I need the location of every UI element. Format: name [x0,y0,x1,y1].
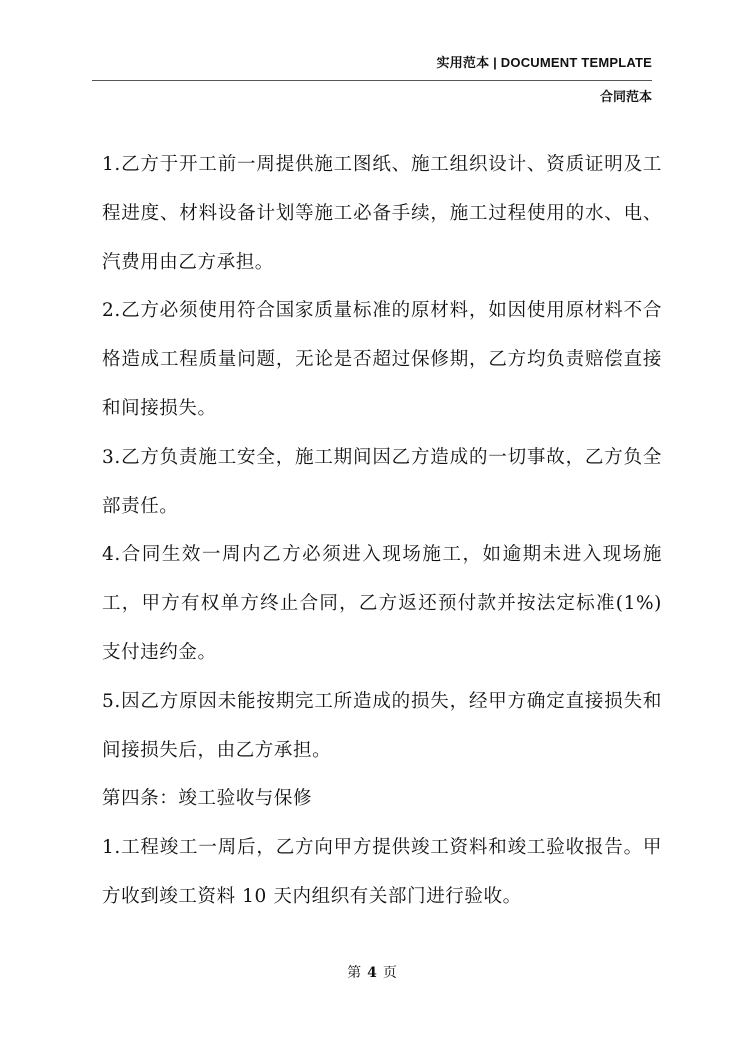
paragraph-clause-4: 4.合同生效一周内乙方必须进入现场施工，如逾期未进入现场施工，甲方有权单方终止合同，乙方返还预付款并按法定标准(1%)支付违约金。 [102,544,662,663]
document-header-title: 实用范本 | DOCUMENT TEMPLATE [436,55,652,70]
section-heading-article-4: 第四条：竣工验收与保修 [102,788,313,810]
header-divider [92,80,652,81]
page-prefix: 第 [347,965,362,981]
paragraph-acceptance-1: 1.工程竣工一周后，乙方向甲方提供竣工资料和竣工验收报告。甲方收到竣工资料 10 天内组织有关部门进行验收。 [102,837,662,907]
paragraph-clause-3: 3.乙方负责施工安全，施工期间因乙方造成的一切事故，乙方负全部责任。 [102,446,662,517]
page-suffix: 页 [382,965,397,981]
paragraph-clause-2: 2.乙方必须使用符合国家质量标准的原材料，如因使用原材料不合格造成工程质量问题，无论是否超过保修期，乙方均负责赔偿直接和间接损失。 [102,300,662,419]
page-number: 4 [367,965,377,981]
paragraph-clause-1: 1.乙方于开工前一周提供施工图纸、施工组织设计、资质证明及工程进度、材料设备计划等施工必备手续，施工过程使用的水、电、汽费用由乙方承担。 [102,154,662,273]
paragraph-clause-5: 5.因乙方原因未能按期完工所造成的损失，经甲方确定直接损失和间接损失后，由乙方承担。 [102,690,662,761]
page-footer [0,962,744,982]
document-body [102,141,662,922]
document-header-subtitle: 合同范本 [599,89,652,104]
